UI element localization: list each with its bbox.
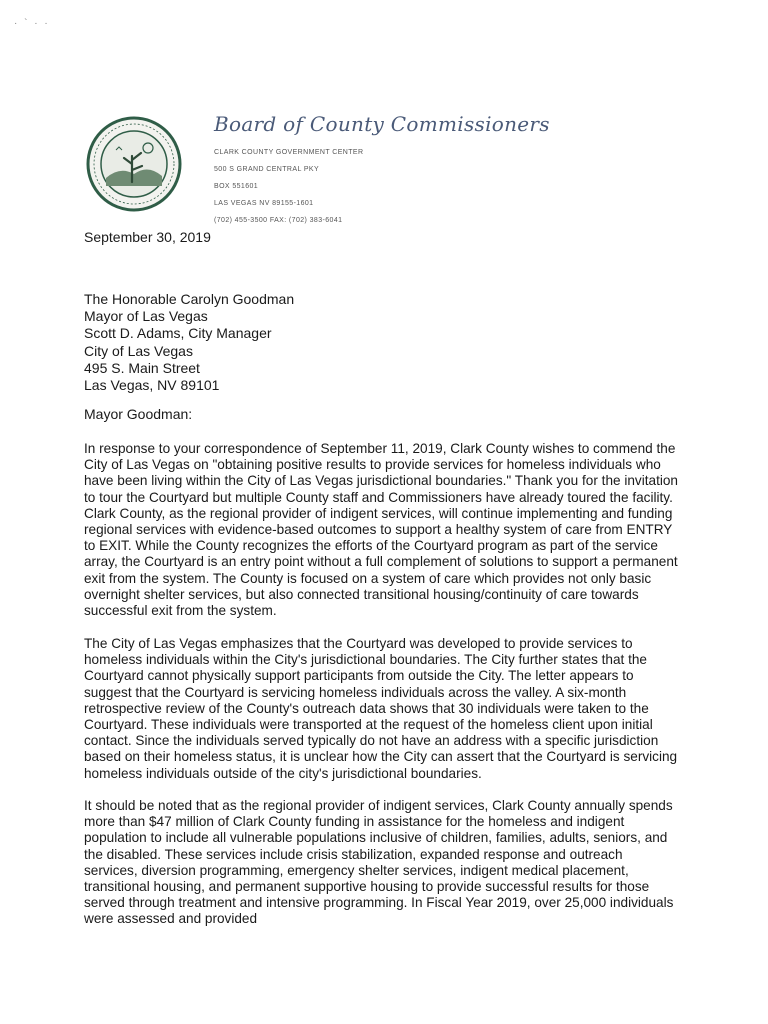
recipient-line: City of Las Vegas xyxy=(84,342,193,359)
letterhead-line: BOX 551601 xyxy=(214,183,259,190)
recipient-line: Las Vegas, NV 89101 xyxy=(84,377,220,394)
letterhead-line: LAS VEGAS NV 89155-1601 xyxy=(214,200,314,207)
recipient-line: Scott D. Adams, City Manager xyxy=(84,325,272,342)
recipient-address xyxy=(84,291,294,394)
body-paragraph: The City of Las Vegas emphasizes that the Courtyard was developed to provide services to homeless individuals within the City's jurisdictional boundaries. The City further states that the Courtyard cannot physically support participants from outside the City. The letter appears to suggest that the Courtyard is servicing homeless individuals across the valley. A six-month retrospective review of the County's outreach data shows that 30 individuals were taken to the Courtyard. These individuals were transported at the request of the homeless client upon initial contact. Since the individuals served typically do not have an address with a specific jurisdiction based on their homeless status, it is unclear how the City can assert that the Courtyard is servicing homeless individuals outside of the city's jurisdictional boundaries. xyxy=(84,636,678,781)
letterhead-line: 500 S GRAND CENTRAL PKY xyxy=(214,166,320,173)
recipient-line: Mayor of Las Vegas xyxy=(84,308,208,325)
salutation: Mayor Goodman: xyxy=(84,406,193,422)
recipient-line: 495 S. Main Street xyxy=(84,359,200,376)
county-seal-icon xyxy=(86,116,182,212)
letterhead-line: CLARK COUNTY GOVERNMENT CENTER xyxy=(214,149,364,156)
letterhead-title: Board of County Commissioners xyxy=(214,112,550,136)
letter-date: September 30, 2019 xyxy=(84,229,211,245)
body-paragraph: In response to your correspondence of September 11, 2019, Clark County wishes to commend the City of Las Vegas on "obtaining positive results to provide services for homeless individuals who have been living within the City of Las Vegas jurisdictional boundaries." Thank you for the invitation to tour the Courtyard but multiple County staff and Commissioners have already toured the facility. Clark County, as the regional provider of indigent services, will continue implementing and funding regional services with evidence-based outcomes to support a healthy system of care from ENTRY to EXIT. While the County recognizes the efforts of the Courtyard program as part of the service array, the Courtyard is an entry point without a full complement of solutions to support a permanent exit from the system. The County is focused on a system of care which provides not only basic overnight shelter services, but also connected transitional housing/continuity of care towards successful exit from the system. xyxy=(84,441,678,619)
scan-speck: · ` · · xyxy=(14,18,50,29)
letterhead xyxy=(214,112,550,229)
body-paragraph: It should be noted that as the regional provider of indigent services, Clark County annually spends more than $47 million of Clark County funding in assistance for the homeless and indigent population to include all vulnerable populations inclusive of children, families, adults, seniors, and the disabled. These services include crisis stabilization, expanded response and outreach services, diversion programming, emergency shelter services, indigent medical placement, transitional housing, and permanent supportive housing to provide successful results for those served through treatment and intensive programming. In Fiscal Year 2019, over 25,000 individuals were assessed and provided xyxy=(84,798,674,927)
letterhead-address xyxy=(214,144,550,229)
letterhead-line: (702) 455-3500 FAX: (702) 383-6041 xyxy=(214,217,343,224)
recipient-line: The Honorable Carolyn Goodman xyxy=(84,291,295,307)
